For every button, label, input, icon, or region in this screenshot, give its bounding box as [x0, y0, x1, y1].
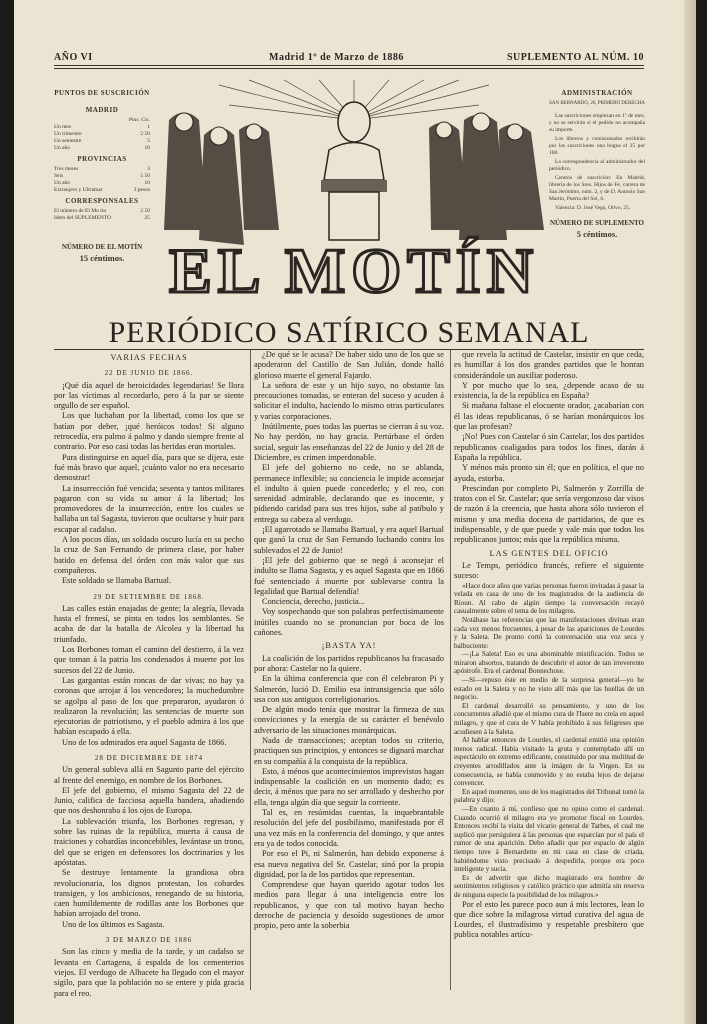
dateline: 29 DE SETIEMBRE DE 1868.	[93, 592, 205, 601]
price-row	[54, 131, 150, 138]
dateline: 3 DE MARZO DE 1886	[105, 936, 193, 945]
paragraph: Uno de los admirados era aquel Sagasta de 1866.	[62, 737, 227, 747]
paragraph: ¡El agarrotado se llamaba Bartual, y era aquel Bartual que ganó la cruz de San Fernando luchando contra los sublevados el 22 de Junio!	[254, 525, 444, 555]
issue-date: Madrid 1º de Marzo de 1886	[269, 52, 404, 63]
price-label: Un año	[54, 180, 71, 186]
paragraph: Voy sospechando que son palabras perfectisimamente inútiles cuando no se pronuncian por boca de los cañones.	[254, 607, 444, 638]
price-label: Seis	[54, 173, 64, 179]
paragraph: Los Borbones toman el camino del destierro, á la vez que toman á la patria los condenados á muerte por los sucesos del 22 de Junio.	[54, 645, 244, 675]
paragraph: Y ménos más pronto sin él; que en política, el que no ayuda, estorba.	[454, 463, 644, 483]
section-heading: ¡BASTA YA!	[321, 641, 377, 651]
corresponsales-price-list	[54, 208, 150, 222]
admin-note: Las suscriciones empiezan en 1º de mes, y no se servirán si el pedido no acompaña su importe.	[549, 113, 645, 133]
paragraph: La coalición de los partidos republicanos ha fracasado por ahora: Castelar no la quiere.	[254, 653, 444, 673]
price-label: Extranjero y Ultramar	[54, 187, 103, 193]
column-3	[454, 350, 644, 990]
administration-address: SAN BERNARDO, 26, PRIMERO DERECHA	[549, 101, 645, 106]
madrid-price-list	[54, 124, 150, 152]
paragraph: Y por mucho que lo sea, ¿depende acaso de su existencia, la de la república en España?	[454, 380, 644, 401]
corresponsales-heading: CORRESPONSALES	[65, 197, 139, 205]
column-1	[54, 350, 244, 998]
issue-price-label: NÚMERO DE EL MOTÍN	[61, 243, 143, 251]
paragraph: Esto, á ménos que acontecimientos imprevistos hagan indispensable la coalición en un momento dado; es decir, á ménos que para no ser arrollado y deshecho por ella, tenga algún día que seguir la corriente.	[254, 766, 444, 807]
quoted-paragraph: En aquel momento, uno de los magistrados del Tribunal tomó la palabra y dijo:	[454, 787, 644, 805]
paragraph: El jefe del gobierno no cede, no se ablanda, permanece inflexible; su conciencia le impide aconsejar el indulto á quien puede concederlo; y el reo, con serenidad admirable, declarando que es inocente, y pidiendo caridad para sus tres hijos, sube al patíbulo y entrega su cabeza al verdugo.	[254, 463, 444, 524]
paragraph: Por eso el Pi, ni Salmerón, han debido exponerse á esa nueva negativa del Sr. Castelar, sinó por la propia dignidad, por la de los partidos que representan.	[254, 849, 444, 879]
paragraph: Las calles están enajadas de gente; la alegría, llevada hasta el frenesí, se pinta en todos los semblantes. Se acaba de dar la batalla de Alcolea y la libertad ha triunfado.	[54, 603, 244, 644]
price-row	[54, 187, 150, 194]
paragraph: ¡Qué día aquel de heroicidades legendarias! Se llora por las víctimas al recordarlo, pero á la par se siente orgullo de ser español.	[54, 380, 244, 411]
paragraph: El jefe del gobierno, el mismo Sagasta del 22 de Junio, califica de facciosa aquella bandera, añadiendo que nos deshonraba á los ojos de Europa.	[54, 785, 244, 816]
provincias-price-list	[54, 166, 150, 194]
price-value: 2 50	[140, 131, 150, 137]
paragraph: Inútilmente, pues todas las puertas se cierran á su voz. No hay perdón, no hay gracia. Pertúrbase el órden social, seguir las enseñanzas del 22 de Junio y del 28 de Diciembre, es crimen imperdonable.	[254, 422, 444, 462]
quoted-paragraph: —¡La Saleta! Eso es una abominable mistificación. Todos se miraron absortos, tratando de descubrir el autor de tan irreverente apóstrofe. Era el cardenal Bonnechose.	[454, 650, 644, 676]
price-label: Un semestre	[54, 138, 82, 144]
masthead-subtitle: PERIÓDICO SATÍRICO SEMANAL	[108, 316, 590, 349]
subscription-box	[54, 86, 150, 262]
quoted-paragraph: —En cuanto á mí, confieso que no opino como el cardenal. Cuando ocurrió el milagro era yo promotor fiscal en Lourdes. Entonces recibí la visita del vicario general de Tarbes, el cual me suplicó que persiguiera á las personas que esparcían por el país el rumor de una aparición. Debo añadir que por espacio de algún tiempo tuve á Bernardette en mi casa en clase de criada, habiéndome visto precisado á despedirla, porque era poco inteligente y sucia.	[454, 804, 644, 874]
paragraph: En la última conferencia que con él celebraron Pi y Salmerón, lució D. Emilio esa intransigencia que sólo usa con sus antiguos correligionarios.	[254, 674, 444, 704]
paragraph: Tal es, en resúmidas cuentas, la inquebrantable resolución del jefe del posibilismo, manifestada por él una vez más en la conferencia del domingo, y que antes era ya de todos conocida.	[254, 808, 444, 848]
paragraph: Para distinguirse en aquel día, para que se dijera, este fué más bravo que aquel, ¡cuánto valor no era necesario demostrar!	[54, 452, 244, 483]
admin-note: La correspondencia al administrador del periódico.	[549, 159, 645, 172]
price-row	[54, 166, 150, 173]
price-label: El número de El Mo tin	[54, 208, 107, 214]
price-label: Un año	[54, 145, 71, 151]
price-value: 5	[147, 138, 150, 144]
administration-notes	[549, 113, 645, 212]
price-value: 3	[147, 166, 150, 172]
paragraph: ¿De qué se le acusa? De haber sido uno de los que se apoderaron del Castillo de San Julián, donde halló glorioso muerte el general Fajardo.	[254, 350, 444, 380]
madrid-heading: MADRID	[85, 106, 119, 114]
price-value: 10	[144, 180, 150, 186]
paragraph: La insurrección fué vencida; sesenta y tantos militares pagaron con su vida su amor á la libertad; los promovedores de la insurrección, entre los cuales se hallaba un tal Sagasta, tuvieron que ocultarse y huir para escapar al cadalso.	[54, 483, 244, 534]
paragraph: ¡No! Pues con Castelar ó sin Castelar, los dos partidos republicanos coaligados para todos los fines, darán á España la república.	[454, 432, 644, 462]
paragraph: Son las cinco y media de la tarde, y un cadalso se levanta en Cartagena, á espalda de los cementerios viejos. El verdugo de Albacete ha llegado con el mayor sigilo, para que la población no se entere y pida gracia para el reo.	[54, 947, 244, 998]
volume-label: AÑO VI	[54, 52, 93, 63]
paragraph: ¡El jefe del gobierno que se negó á aconsejar el indulto se llama Sagasta, y es aquel Sagasta que en 1866 fué sentenciado á muerte por sublevarse contra la legalidad que Bartual defendía!	[254, 555, 444, 596]
paragraph: Si mañana faltase el elocuente orador, ¿acabarían con él las ideas republicanas, ó se harían monárquicos los que las profesan?	[454, 401, 644, 432]
paragraph: Prescindan por completo Pi, Salmerón y Zorrilla de tratos con el Sr. Castelar; que sería vergonzoso dar visos de razón á la creencia, que hasta ahora sólo tuvieron el mismo y una media docena de partidarios, de que es indispensable, y de que puede y vale más que todos los republicanos juntos; más que la república misma.	[454, 483, 644, 545]
price-row	[54, 138, 150, 145]
paragraph: A los pocos días, un soldado oscuro lucía en su pecho la cruz de San Fernando de primera clase, por haber batido en defensa del órden con más valor que sus compañeros.	[54, 535, 244, 575]
admin-note: Valencia: D. José Vega, Olivo, 25.	[555, 205, 631, 211]
price-label: Un trimestre	[54, 131, 82, 137]
paragraph: Este soldado se llamaba Bartual.	[62, 576, 172, 586]
admin-note: Los libreros y comisionados recibirán por las suscriciones una bogna el 25 por 100.	[549, 136, 645, 156]
column-divider-2	[450, 350, 451, 990]
price-label: Un mes	[54, 124, 71, 130]
masthead-illustration	[159, 80, 549, 308]
price-value: 10	[144, 145, 150, 151]
page-edge	[684, 0, 696, 1024]
dateline: 28 DE DICIEMBRE DE 1874	[94, 753, 204, 762]
paragraph: Por el esto les parece poco aun á mis lectores, lean lo que dice sobre la milagrosa virtud curativa del agua de Lourdes, el ilustradísimo y respetable presbítero que publica notables artícu-	[454, 899, 644, 940]
quoted-paragraph: Es de advertir que dicho magistrado era hombre de sentimientos religiosos y católico práctico que admitía sin reserva de ninguna especie la posibilidad de los milagros.»	[454, 873, 644, 899]
paragraph: Nada de transacciones; aceptan todos su criterio, practiquen sus principios, y entonces se dignará marchar en su compañía á la conquista de la república.	[254, 735, 444, 766]
admin-note: Centros de suscrición: En Madrid, librería de los Sres. Hijos de Fe, carrera de San Jerónimo, núm. 2, y de D. Antonio San Martín, Puerta del Sol, 6.	[549, 175, 645, 202]
price-row	[54, 173, 150, 180]
paragraph: Un general subleva allá en Sagunto parte del ejército al frente del enemigo, en nombre de los Borbones.	[54, 765, 244, 785]
header-rule-2	[54, 68, 644, 69]
bust-shoulders	[324, 143, 384, 181]
currency-label: Ptas. Cts.	[128, 117, 150, 123]
paragraph: De algún modo tenía que mostrar la firmeza de sus convicciones y la energía de su carácter el benévolo adversario de las situaciones monárquicas.	[254, 705, 444, 735]
supplement-label: SUPLEMENTO AL NÚM. 10	[507, 52, 644, 63]
provincias-heading: PROVINCIAS	[77, 155, 127, 163]
price-row	[54, 180, 150, 187]
price-value: 5 50	[140, 173, 150, 179]
price-value: 2 50	[140, 208, 150, 214]
administration-box	[549, 86, 645, 238]
column-2	[254, 350, 444, 990]
pedestal-top	[321, 180, 387, 192]
column-divider-1	[250, 350, 251, 990]
header-rule	[54, 65, 644, 66]
paragraph: Uno de los últimos es Sagasta.	[62, 919, 165, 929]
quoted-paragraph: «Hace doce años que varias personas fueron invitadas á pasar la velada en casa de uno de los magistrados de la audiencia de Rioun. Al cabo de algún tiempo la conversación recayó casualmente sobre el tema de los milagros.	[454, 581, 644, 616]
quoted-paragraph: —Sí—repuso éste en medio de la sorpresa general—yo he estado en la Saleta y no he visto allí más que las huellas de un negocio.	[454, 676, 644, 702]
dateline: 22 DE JUNIO DE 1866.	[104, 369, 194, 378]
bust-head	[338, 102, 370, 142]
price-label: Tres meses	[54, 166, 79, 172]
paragraph: que revela la actitud de Castelar, insistir en que ceda, es humillar á los dos grandes partidos que le honran considerándole un auxiliar poderoso.	[454, 350, 644, 380]
pedestal	[329, 192, 379, 240]
paragraph: La sublevación triunfa, los Borbones regresan, y sobre las ruinas de la república, muerta á causa de traiciones y cobardías inconcebibles, levántase un trono, del que se erigen en defensores los doctrinarios y los apóstatas.	[54, 816, 244, 867]
quoted-paragraph: Notábase las referencias que las manifestaciones divinas eran cada vez menos frecuentes, á pesar de las apariciones de Lourdes y la Saleta. De pronto cortó la conversación una voz seca y balbuciente:	[454, 615, 644, 650]
price-value: 25	[144, 215, 150, 221]
paragraph: Comprendese que hayan querido agotar todos los medios para llegar á una inteligencia entre los republicanos, y que con tal motivo hayan hecho derroche de paciencia y desoído sugestiones de amor propio, pero ante la soberbia	[254, 880, 444, 931]
paragraph: Se destruye lentamente la grandiosa obra revolucionaria, los dignos protestan, los cobardes transigen, y los ambiciosos, renegando de su historia, caen humildemente de rodillas ante los Borbones que habían arrojado del trono.	[54, 868, 244, 919]
paragraph: Le Temps, periódico francés, refiere el siguiente suceso:	[454, 560, 644, 581]
masthead-logo: EL MOTÍN	[169, 235, 539, 306]
paragraph: Conciencia, derecho, justicia...	[262, 597, 366, 607]
quoted-paragraph: El cardenal desarrolló su pensamiento, y uno de los concurrentes añadió que el mismo cura de l'Isere no creía en aquel milagro, y que el cura de V había prohibido á sus feligreses que acudiesen á la Saleta.	[454, 701, 644, 736]
price-row	[54, 208, 150, 215]
price-row	[54, 215, 150, 222]
paragraph: Las gargantas están roncas de dar vivas; no hay ya coronas que arrojar á los vencedores; la muchedumbre se agolpa al paso de los que prepararon, ayudaron ó realizaron la revolución; las sentencias de muerte son ejecutorias de patriotismo, y el pueblo admira á los que habían escapado á ella.	[54, 675, 244, 737]
price-value: 3 pesos	[133, 187, 150, 193]
newspaper-page	[14, 0, 696, 1024]
paragraph: La señora de este y un hijo suyo, no obstante las precauciones tomadas, se enteran del suceso y acuden á solicitar el indulto, haciendo lo mismo otras particulares y varias corporaciones.	[254, 380, 444, 421]
price-row	[54, 124, 150, 131]
price-value: 1	[147, 124, 150, 130]
section-heading: VARIAS FECHAS	[110, 353, 188, 362]
quoted-paragraph: Al hablar entonces de Lourdes, el cardenal emitió una opinión menos radical. Había visitado la gruta y contemplado allí un espectáculo en extremo edificante, constituido por una multitud de creyentes arrodillados ante la imágen de la Virgen. En su consecuencia, se había conmovido y no estaba lejos de dejarse convencer.	[454, 736, 644, 788]
supplement-price: 5 céntimos.	[576, 229, 618, 239]
section-heading: LAS GENTES DEL OFICIO	[489, 548, 609, 558]
administration-title: ADMINISTRACIÓN	[561, 89, 633, 97]
issue-price: 15 céntimos.	[79, 253, 125, 263]
price-label: Idem del SUPLEMENTO	[54, 215, 112, 221]
paragraph: Los que luchaban por la libertad, como los que se batían por deber, ¡qué heróicos todos! Si alguno retrocedía, era palmo á palmo y dando siempre frente al contrario. Por eso casi todas las heridas eran mortales.	[54, 411, 244, 452]
supplement-price-label: NÚMERO DE SUPLEMENTO	[550, 219, 644, 227]
price-row	[54, 145, 150, 152]
subscription-title: PUNTOS DE SUSCRICIÓN	[54, 89, 150, 97]
